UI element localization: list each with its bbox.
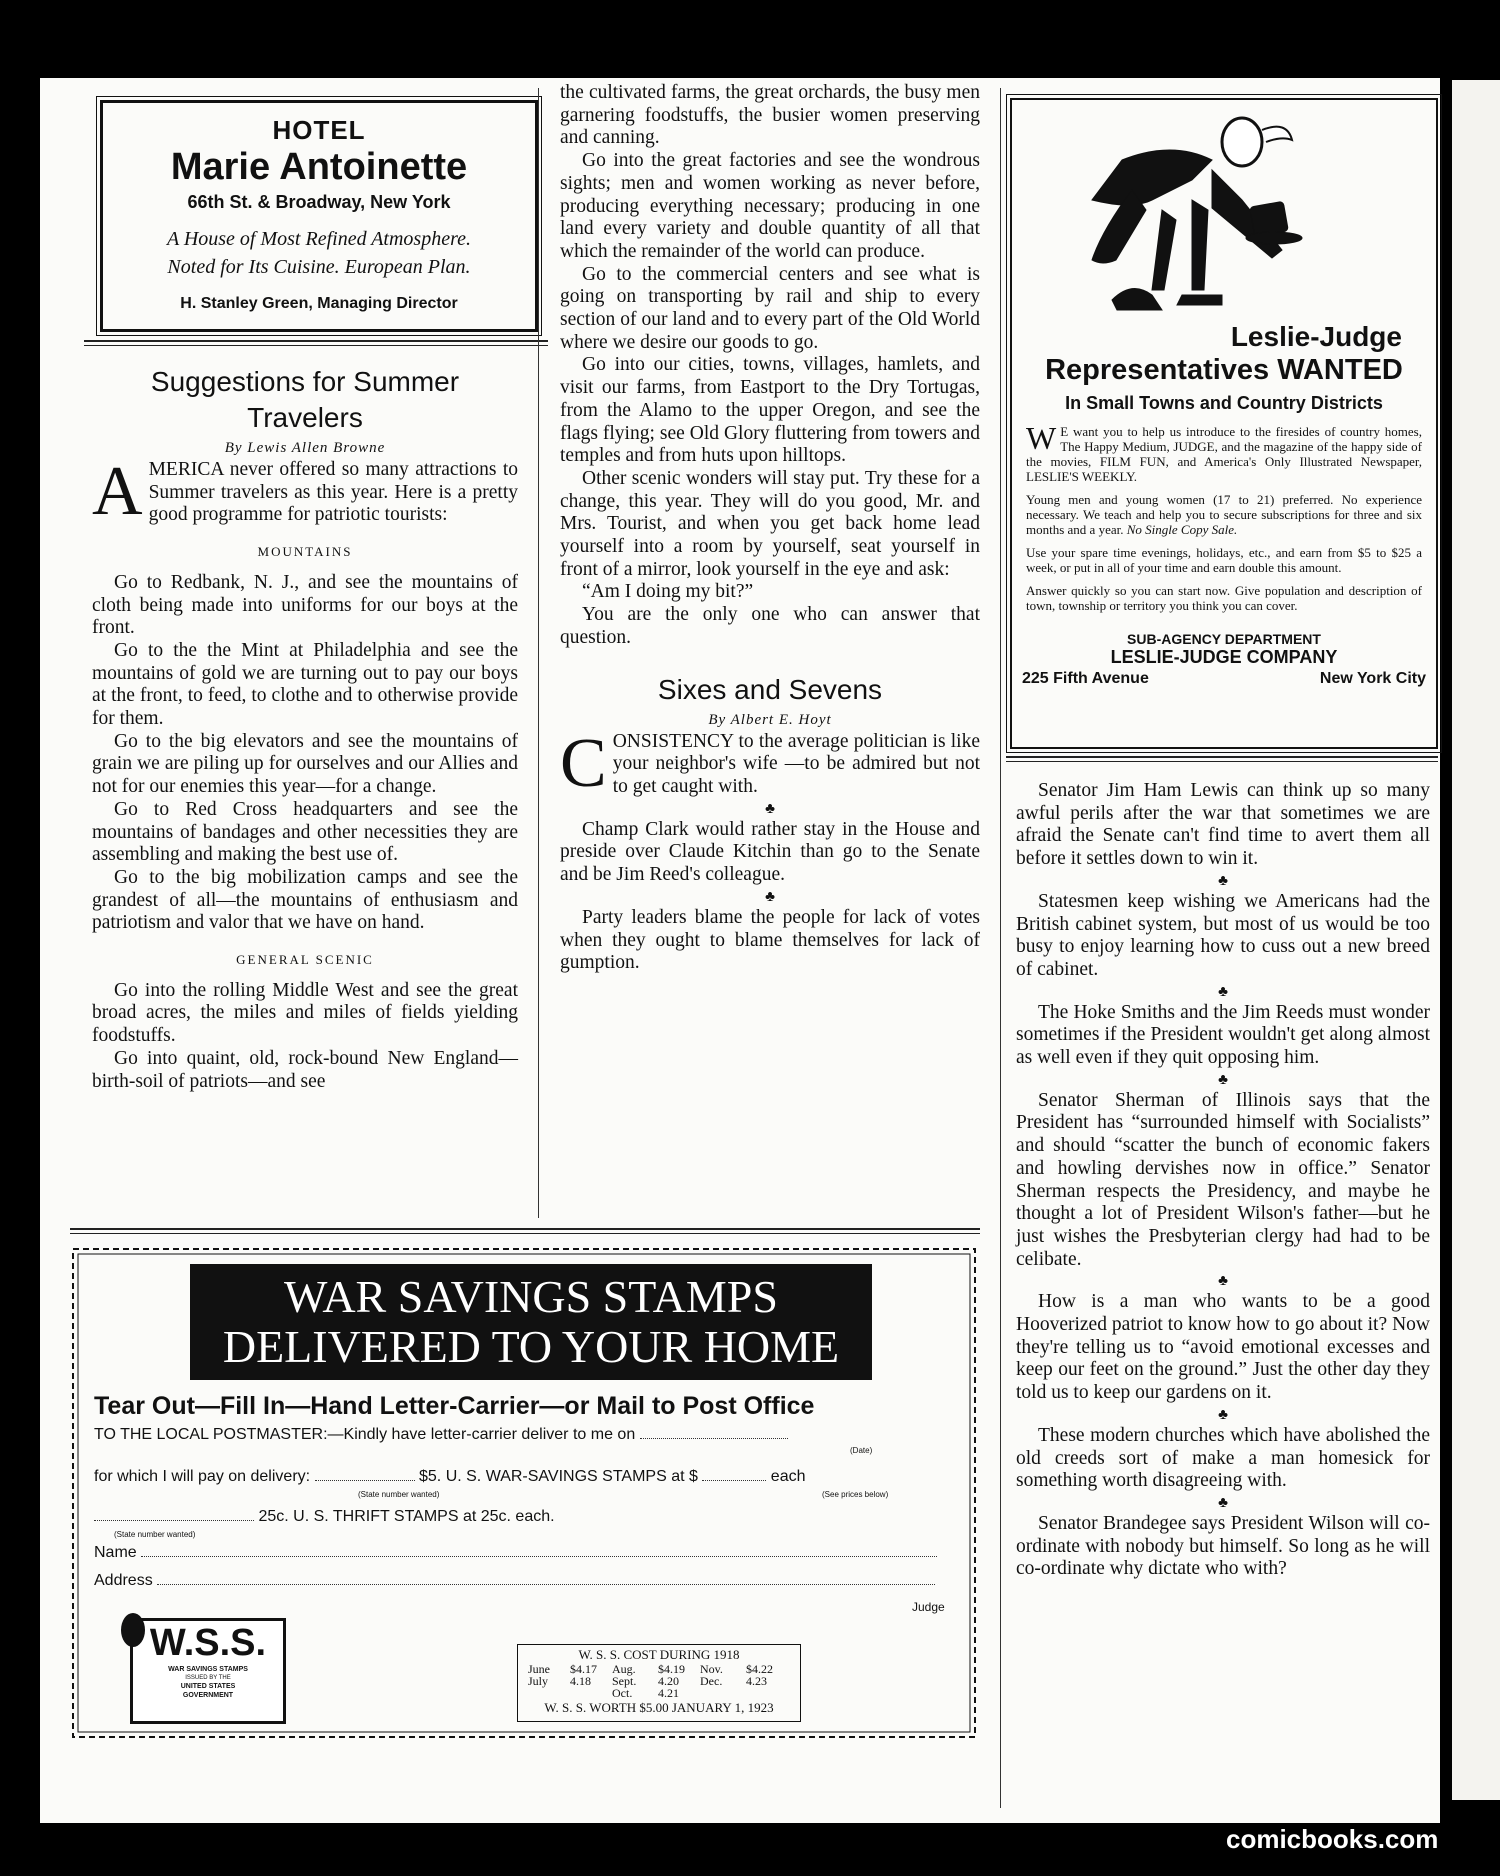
club-ornament-icon: ♣ [765,800,775,817]
divider [70,1228,980,1234]
state-number-hint: (State number wanted) [114,1530,196,1539]
name-label: Name [94,1544,137,1561]
paragraph: Go into quaint, old, rock-bound New England—birth-soil of patriots—and see [92,1047,518,1092]
paragraph: Go to the big elevators and see the mountains of grain we are piling up for ourselves and our Allies and not for our enemies this year—for a change. [92,730,518,798]
thrift-stamps-quantity-field[interactable] [94,1520,254,1521]
ad-headline: Representatives WANTED [1045,354,1403,386]
name-field[interactable] [141,1556,937,1557]
ad-subtitle: In Small Towns and Country Districts [1065,393,1383,413]
article-title: Suggestions for Summer Travelers [150,366,460,433]
column-divider [538,88,539,1218]
hotel-name: Marie Antoinette [170,146,468,188]
ad-note: No Single Copy Sale. [1126,522,1238,537]
judge-credit: Judge [912,1600,945,1614]
wss-logo [130,1618,286,1724]
ad-paragraph: Young men and young women (17 to 21) preferred. No experience necessary. We teach and help you to secure subscriptions for three and six months and a year. [1026,492,1422,537]
club-ornament-icon: ♣ [765,888,775,905]
form-line-1: TO THE LOCAL POSTMASTER:—Kindly have letter-carrier deliver to me on [94,1426,636,1443]
divider [84,340,548,346]
banner-line-1: WAR SAVINGS STAMPS [284,1271,778,1322]
club-ornament-icon: ♣ [1218,872,1228,889]
paragraph: Other scenic wonders will stay put. Try these for a change, this year. They will do you good, Mr. and Mrs. Tourist, and when you get back home lead yourself into a room by yourself, seat yourself in front of a mirror, look yourself in the eye and ask: [560,467,980,580]
ad-paragraph: Answer quickly so you can start now. Give population and description of town, township or territory you think you can cover. [1026,583,1422,613]
cost-cell [700,1687,742,1699]
paragraph: Go into our cities, towns, villages, hamlets, and visit our farms, from Eastport to the Dry Tortugas, from the Alamo to the upper Oregon, and see the flags flying; see Old Glory fluttering from towers and temples and from huts upon hilltops. [560,354,980,467]
hotel-tagline-2: Noted for Its Cuisine. European Plan. [167,256,471,278]
banner-line-2: DELIVERED TO YOUR HOME [222,1321,840,1372]
address-label: Address [94,1572,153,1589]
form-line-3: 25c. U. S. THRIFT STAMPS at 25c. each. [258,1508,555,1525]
article-sixes-sevens [560,672,980,975]
cost-cell: 4.18 [570,1674,591,1688]
magazine-page [40,78,1440,1823]
state-number-hint: (State number wanted) [358,1490,440,1499]
ad-headline: Tear Out—Fill In—Hand Letter-Carrier—or Mail to Post Office [94,1392,815,1420]
ad-department: SUB-AGENCY DEPARTMENT [1127,631,1321,647]
date-field[interactable] [640,1438,788,1439]
column-divider [1000,88,1001,1808]
cost-cell [746,1687,784,1699]
form-line-2-label: for which I will pay on delivery: [94,1468,311,1485]
hotel-label: HOTEL [272,115,366,145]
cost-table-footer: W. S. S. WORTH $5.00 JANUARY 1, 1923 [544,1700,774,1715]
cost-cell: 4.23 [746,1674,767,1688]
date-hint: (Date) [850,1446,873,1455]
cost-table [517,1644,801,1722]
club-ornament-icon: ♣ [1218,983,1228,1000]
cost-cell: Sept. [612,1674,637,1688]
article-intro: MERICA never offered so many attractions to Summer travelers as this year. Here is a pretty good programme for patriotic tourists: [148,459,518,526]
article-sixes-sevens-continued [1016,780,1430,1581]
wss-logo-caption: UNITED STATES [180,1683,236,1690]
cost-cell: 4.21 [658,1686,679,1700]
article-byline: By Lewis Allen Browne [224,440,386,456]
cost-cell: Aug. [612,1662,636,1676]
paragraph: ONSISTENCY to the average politician is like your neighbor's wife —to be admired but not to get caught with. [612,730,980,797]
paragraph: Senator Brandegee says President Wilson will co-ordinate with nobody but himself. So long as he will co-ordinate why dictate who with? [1016,1512,1430,1580]
club-ornament-icon: ♣ [1218,1494,1228,1511]
cost-cell: $4.19 [658,1662,685,1676]
ad-paragraph: Use your spare time evenings, holidays, etc., and earn from $5 to $25 a week, or put in all of your time and earn double this amount. [1026,545,1422,575]
war-savings-stamps-advertisement [70,1246,978,1740]
section-heading: GENERAL SCENIC [236,952,374,968]
address-field[interactable] [157,1584,935,1585]
paragraph: Go to the commercial centers and see what is going on transporting by rail and ship to every section of our land and to every part of the Old World where we desire our goods to go. [560,263,980,353]
hotel-advertisement [100,100,538,332]
paragraph: “Am I doing my bit?” [582,581,754,603]
form-line-2-each: each [770,1468,806,1485]
paragraph: the cultivated farms, the great orchards, the busy men garnering foodstuffs, the busier women preserving and canning. [560,82,980,149]
torch-icon [121,1613,145,1647]
adjacent-page-edge [1452,80,1500,1800]
ad-address: 225 Fifth Avenue [1022,670,1149,687]
paragraph: These modern churches which have abolished the old creeds sort of make a man homesick for something worth disagreeing with. [1016,1424,1430,1492]
hotel-address: 66th St. & Broadway, New York [187,192,451,212]
paragraph: Go to Red Cross headquarters and see the mountains of bandages and other necessities they are assembling and making the best use of. [92,798,518,866]
wss-logo-text: W.S.S. [149,1622,267,1664]
cost-cell: July [528,1674,549,1688]
leslie-judge-advertisement [1010,98,1438,749]
paragraph: Go to Redbank, N. J., and see the mountains of cloth being made into uniforms for our boys at the front. [92,571,518,639]
paragraph: The Hoke Smiths and the Jim Reeds must wonder sometimes if the President wouldn't get along almost as well even if they quit opposing him. [1016,1001,1430,1069]
price-hint: (See prices below) [822,1490,889,1499]
ad-paragraph: E want you to help us introduce to the firesides of country homes, The Happy Medium, JUDGE, and the magazine of the happy side of the movies, FILM FUN, and America's Only Illustrated Newspaper, LESLIE'S WEEKLY. [1026,424,1422,484]
watermark: comicbooks.com [1226,1824,1439,1854]
section-heading: MOUNTAINS [257,544,353,560]
bowing-gentleman-illustration [1012,100,1436,320]
club-ornament-icon: ♣ [1218,1406,1228,1423]
cost-cell [528,1687,566,1699]
hotel-director: H. Stanley Green, Managing Director [180,295,458,312]
cost-table-title: W. S. S. COST DURING 1918 [578,1647,740,1662]
article-byline: By Albert E. Hoyt [708,711,832,728]
paragraph: Go to the big mobilization camps and see the grandest of all—the mountains of enthusiasm and patriotism and valor that we have on hand. [92,866,518,934]
article-suggestions [92,364,518,1093]
drop-cap: C [560,724,607,802]
price-field[interactable] [702,1480,766,1481]
cost-cell [570,1687,608,1699]
drop-cap: A [92,453,143,530]
wss-logo-caption: GOVERNMENT [182,1692,234,1699]
cost-cell: June [528,1662,550,1676]
paragraph: Champ Clark would rather stay in the House and preside over Claude Kitchin than go to the Senate and be Jim Reed's colleague. [560,818,980,886]
ad-company: LESLIE-JUDGE COMPANY [1110,647,1338,667]
paragraph: Go to the the Mint at Philadelphia and see the mountains of gold we are turning out to pay our boys at the front, to feed, to clothe and to otherwise provide for them. [92,639,518,730]
club-ornament-icon: ♣ [1218,1071,1228,1088]
cost-cell: $4.17 [570,1662,597,1676]
wss-logo-caption: WAR SAVINGS STAMPS [168,1666,248,1673]
divider [1006,756,1438,762]
ad-title: Leslie-Judge [1230,321,1402,352]
article-continued [560,82,980,975]
wss-logo-caption: ISSUED BY THE [185,1675,231,1681]
article-title: Sixes and Sevens [657,673,883,705]
war-stamps-quantity-field[interactable] [315,1480,415,1481]
paragraph: You are the only one who can answer that question. [560,604,980,648]
cost-cell: Nov. [700,1662,723,1676]
cost-cell: $4.22 [746,1662,773,1676]
cost-cell: Dec. [700,1674,723,1688]
drop-cap: W [1026,420,1057,456]
paragraph: Party leaders blame the people for lack of votes when they ought to blame themselves for lack of gumption. [560,906,980,974]
paragraph: Senator Sherman of Illinois says that the President has “surrounded himself with Socialists” and should “scatter the bunch of economic fakers and howling dervishes now in office.” Senator Sherman respects the Presidency, and maybe he thought a lot of President Wilson's father—but he just wishes the Presbyterian clergy had had to be celibate. [1016,1089,1430,1270]
cost-cell: 4.20 [658,1674,679,1688]
paragraph: Go into the rolling Middle West and see the great broad acres, the miles and miles of fields yielding foodstuffs. [92,979,518,1047]
club-ornament-icon: ♣ [1218,1273,1228,1290]
ad-city: New York City [1319,670,1426,687]
hotel-tagline-1: A House of Most Refined Atmosphere. [166,228,472,250]
paragraph: Senator Jim Ham Lewis can think up so many awful perils after the war that sometimes we are afraid the Senate can't find time to avert them all before it settles down to win it. [1016,780,1430,870]
paragraph: How is a man who wants to be a good Hooverized patriot to know how to go about it? Now they're telling us to “avoid emotional excesses and keep our feet on the ground.” Just the other day they told us to keep our gardens on it. [1016,1291,1430,1404]
ad-banner [190,1264,872,1380]
form-line-2-stamps: $5. U. S. WAR-SAVINGS STAMPS at $ [419,1468,698,1485]
paragraph: Statesmen keep wishing we Americans had the British cabinet system, but most of us would be too busy to enjoy learning how to cuss out a new breed of cabinet. [1016,890,1430,980]
cost-cell: Oct. [612,1686,633,1700]
paragraph: Go into the great factories and see the wondrous sights; men and women working as never before, producing everything necessary; producing in one land every variety and double quantity of all that which the remainder of the world can produce. [560,150,980,262]
